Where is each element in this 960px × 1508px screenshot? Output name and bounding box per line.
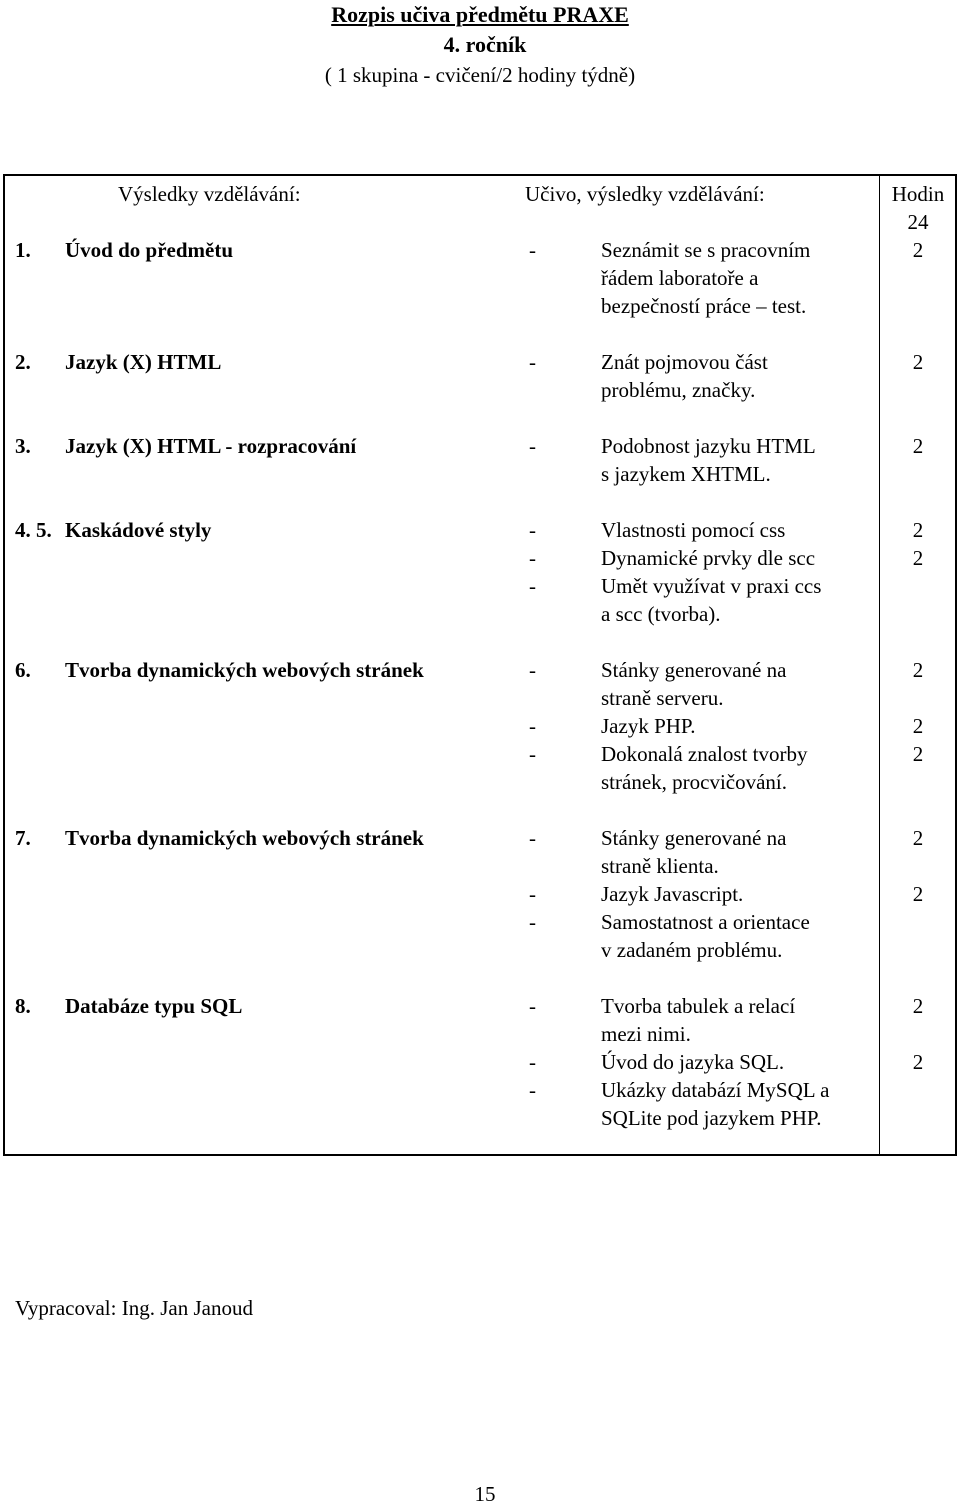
bullet-dash: -	[529, 826, 536, 850]
hours-value: 2	[912, 658, 924, 682]
group-note: ( 1 skupina - cvičení/2 hodiny týdně)	[324, 63, 636, 87]
topic-number: 8.	[15, 994, 31, 1018]
column-header-content: Učivo, výsledky vzdělávání:	[525, 182, 765, 206]
hours-value: 2	[912, 714, 924, 738]
topic-cell	[15, 236, 435, 264]
hours-value: 2	[912, 994, 924, 1018]
bullet-dash: -	[529, 910, 536, 934]
column-header-hours: Hodin	[891, 182, 945, 206]
hours-value: 2	[912, 742, 924, 766]
content-text: straně serveru.	[601, 686, 724, 710]
topic-number: 7.	[15, 826, 31, 850]
document-title: Rozpis učiva předmětu PRAXE	[331, 2, 629, 27]
author-line: Vypracoval: Ing. Jan Janoud	[15, 1296, 253, 1320]
hours-value: 2	[912, 350, 924, 374]
hours-value: 2	[912, 546, 924, 570]
content-text: Podobnost jazyku HTML	[601, 434, 816, 458]
hours-value: 2	[912, 238, 924, 262]
content-text: Stánky generované na	[601, 658, 787, 682]
content-text: Dynamické prvky dle scc	[601, 546, 816, 570]
bullet-dash: -	[529, 434, 536, 458]
hours-value: 2	[912, 882, 924, 906]
topic-number: 2.	[15, 350, 31, 374]
topic-title: Tvorba dynamických webových stránek	[65, 658, 424, 682]
topic-number: 1.	[15, 238, 31, 262]
bullet-dash: -	[529, 546, 536, 570]
content-text: mezi nimi.	[601, 1022, 691, 1046]
hours-column-divider	[879, 176, 880, 1154]
content-text: Úvod do jazyka SQL.	[601, 1050, 785, 1074]
topic-title: Kaskádové styly	[65, 518, 212, 542]
grade-heading: 4. ročník	[443, 32, 527, 57]
content-text: Dokonalá znalost tvorby	[601, 742, 808, 766]
content-text: a scc (tvorba).	[601, 602, 721, 626]
content-text: Seznámit se s pracovním	[601, 238, 811, 262]
bullet-dash: -	[529, 658, 536, 682]
bullet-dash: -	[529, 742, 536, 766]
content-text: v zadaném problému.	[601, 938, 783, 962]
hours-value: 2	[912, 518, 924, 542]
topic-number: 3.	[15, 434, 31, 458]
content-text: Vlastnosti pomocí css	[601, 518, 786, 542]
topic-cell	[15, 824, 435, 852]
bullet-dash: -	[529, 574, 536, 598]
content-text: Samostatnost a orientace	[601, 910, 810, 934]
topic-number: 4. 5.	[15, 518, 52, 542]
topic-title: Jazyk (X) HTML - rozpracování	[65, 434, 357, 458]
content-text: problému, značky.	[601, 378, 756, 402]
content-text: Tvorba tabulek a relací	[601, 994, 796, 1018]
bullet-dash: -	[529, 518, 536, 542]
content-text: s jazykem XHTML.	[601, 462, 771, 486]
column-header-results: Výsledky vzdělávání:	[118, 182, 301, 206]
content-text: Umět využívat v praxi ccs	[601, 574, 822, 598]
bullet-dash: -	[529, 714, 536, 738]
content-text: SQLite pod jazykem PHP.	[601, 1106, 822, 1130]
curriculum-table	[3, 174, 957, 1156]
bullet-dash: -	[529, 882, 536, 906]
content-text: Stánky generované na	[601, 826, 787, 850]
content-text: straně klienta.	[601, 854, 719, 878]
topic-title: Tvorba dynamických webových stránek	[65, 826, 424, 850]
bullet-dash: -	[529, 350, 536, 374]
content-text: Znát pojmovou část	[601, 350, 768, 374]
topic-cell	[15, 348, 435, 376]
topic-title: Jazyk (X) HTML	[65, 350, 222, 374]
hours-value: 2	[912, 826, 924, 850]
topic-cell	[15, 656, 435, 684]
topic-title: Databáze typu SQL	[65, 994, 243, 1018]
content-text: Jazyk PHP.	[601, 714, 696, 738]
content-text: řádem laboratoře a	[601, 266, 759, 290]
bullet-dash: -	[529, 1078, 536, 1102]
bullet-dash: -	[529, 994, 536, 1018]
topic-cell	[15, 516, 435, 544]
content-text: Ukázky databází MySQL a	[601, 1078, 830, 1102]
bullet-dash: -	[529, 1050, 536, 1074]
bullet-dash: -	[529, 238, 536, 262]
content-text: stránek, procvičování.	[601, 770, 788, 794]
hours-value: 2	[912, 1050, 924, 1074]
content-text: bezpečností práce – test.	[601, 294, 807, 318]
topic-title: Úvod do předmětu	[65, 238, 234, 262]
total-hours: 24	[907, 210, 929, 234]
page-number: 15	[474, 1482, 496, 1506]
hours-value: 2	[912, 434, 924, 458]
topic-cell	[15, 992, 435, 1020]
topic-cell	[15, 432, 435, 460]
topic-number: 6.	[15, 658, 31, 682]
content-text: Jazyk Javascript.	[601, 882, 744, 906]
